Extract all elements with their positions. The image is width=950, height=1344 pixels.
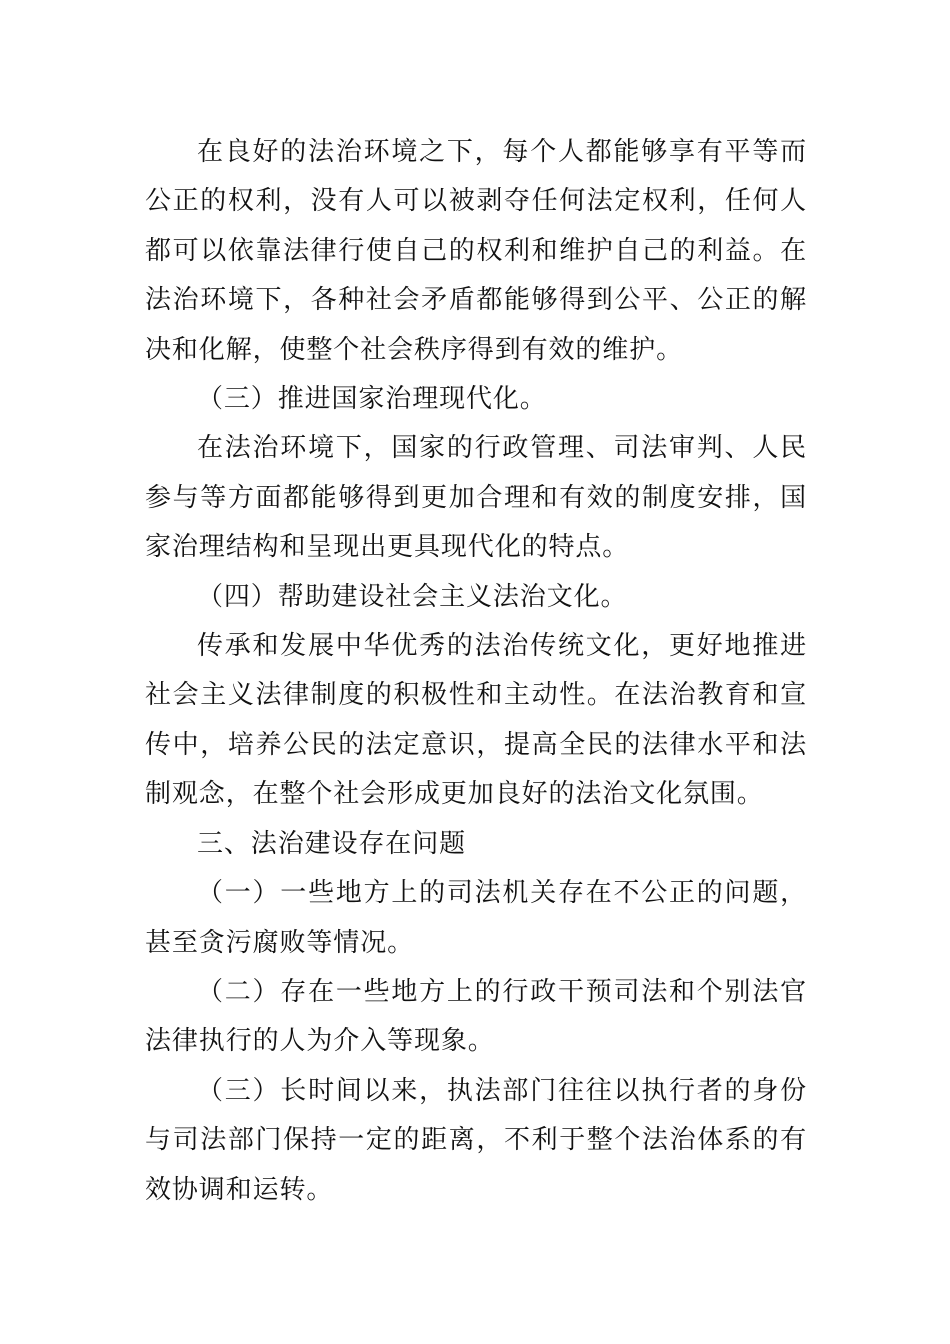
problem-item-1: （一）一些地方上的司法机关存在不公正的问题，甚至贪污腐败等情况。 — [145, 878, 807, 958]
document-body — [145, 128, 807, 1215]
problem-item-3: （三）长时间以来，执法部门往往以执行者的身份与司法部门保持一定的距离，不利于整个法治体系的有效协调和运转。 — [145, 1075, 807, 1205]
paragraph-governance: 在法治环境下，国家的行政管理、司法审判、人民参与等方面都能够得到更加合理和有效的制度安排，国家治理结构和呈现出更具现代化的特点。 — [145, 433, 807, 563]
paragraph-legal-culture: 传承和发展中华优秀的法治传统文化，更好地推进社会主义法律制度的积极性和主动性。在法治教育和宣传中，培养公民的法定意识，提高全民的法律水平和法制观念，在整个社会形成更加良好的法治文化氛围。 — [145, 631, 807, 810]
paragraph-rights: 在良好的法治环境之下，每个人都能够享有平等而公正的权利，没有人可以被剥夺任何法定权利，任何人都可以依靠法律行使自己的权利和维护自己的利益。在法治环境下，各种社会矛盾都能够得到公平、公正的解决和化解，使整个社会秩序得到有效的维护。 — [145, 137, 807, 365]
heading-governance-modernization: （三）推进国家治理现代化。 — [197, 384, 547, 415]
section-heading-problems: 三、法治建设存在问题 — [197, 828, 467, 859]
heading-legal-culture: （四）帮助建设社会主义法治文化。 — [197, 581, 628, 612]
problem-item-2: （二）存在一些地方上的行政干预司法和个别法官法律执行的人为介入等现象。 — [145, 976, 807, 1057]
